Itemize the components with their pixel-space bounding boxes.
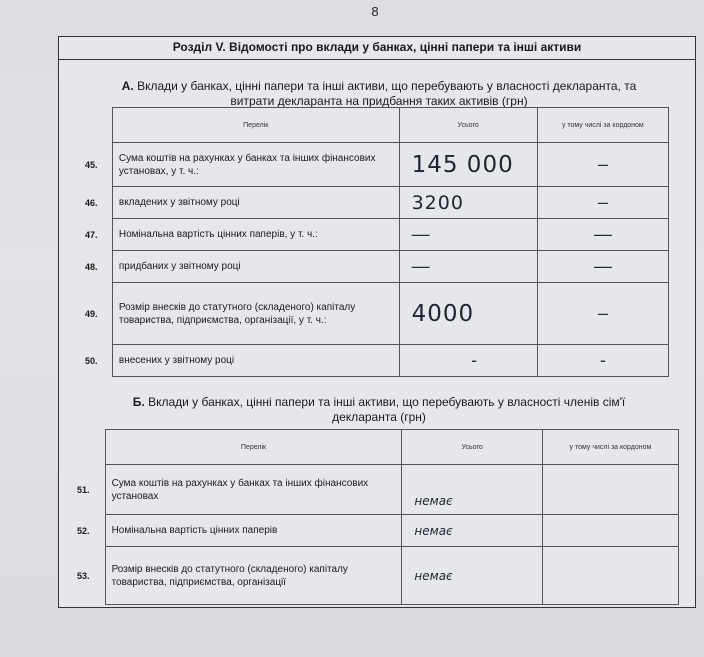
- part-a-heading: [119, 79, 639, 109]
- row-label: Сума коштів на рахунках у банках та інших фінансових установах, у т. ч.:: [112, 143, 399, 187]
- row-label: придбаних у звітному році: [112, 251, 399, 283]
- row-abroad: -: [537, 345, 668, 377]
- header-abroad: у тому числі за кордоном: [537, 108, 668, 143]
- row-label: Сума коштів на рахунках у банках та інших фінансових установах: [105, 465, 402, 515]
- table-row: [83, 345, 669, 377]
- row-abroad: –: [537, 283, 668, 345]
- part-a-letter: А.: [121, 79, 134, 93]
- row-total: 3200: [399, 187, 537, 219]
- row-abroad: –: [537, 143, 668, 187]
- part-b-title: Вклади у банках, цінні папери та інші активи, що перебувають у власності членів сім'ї декларанта (грн): [148, 395, 626, 424]
- part-b-heading: [99, 395, 659, 425]
- row-number: 51.: [75, 465, 105, 515]
- row-total: —: [399, 219, 537, 251]
- table-row: [83, 143, 669, 187]
- table-row: [83, 283, 669, 345]
- header-list: Перелік: [112, 108, 399, 143]
- row-total: немає: [402, 547, 542, 605]
- row-total: —: [399, 251, 537, 283]
- row-total: немає: [402, 515, 542, 547]
- row-label: внесених у звітному році: [112, 345, 399, 377]
- row-abroad: [542, 465, 678, 515]
- section-title: Розділ V. Відомості про вклади у банках, цінні папери та інші активи: [172, 40, 582, 54]
- row-abroad: [542, 515, 678, 547]
- row-number: 53.: [75, 547, 105, 605]
- row-total: немає: [402, 465, 542, 515]
- part-b-table: [75, 429, 679, 605]
- row-total: 145 000: [399, 143, 537, 187]
- table-row: [83, 219, 669, 251]
- table-row: [75, 515, 679, 547]
- row-label: Номінальна вартість цінних паперів: [105, 515, 402, 547]
- row-abroad: [542, 547, 678, 605]
- part-a-table: [83, 107, 669, 377]
- row-abroad: —: [537, 251, 668, 283]
- header-total: Усього: [399, 108, 537, 143]
- header-total: Усього: [402, 430, 542, 465]
- table-row: [83, 187, 669, 219]
- row-total: 4000: [399, 283, 537, 345]
- row-number: 50.: [83, 345, 112, 377]
- row-abroad: —: [537, 219, 668, 251]
- declaration-form-section: [58, 36, 696, 608]
- row-number: 48.: [83, 251, 112, 283]
- table-header-row: [83, 108, 669, 143]
- part-a-title: Вклади у банках, цінні папери та інші активи, що перебувають у власності декларанта, та витрати декларанта на придбання таких активів (грн): [137, 79, 637, 108]
- row-number: 45.: [83, 143, 112, 187]
- row-label: вкладених у звітному році: [112, 187, 399, 219]
- row-label: Номінальна вартість цінних паперів, у т. ч.:: [112, 219, 399, 251]
- table-row: [75, 465, 679, 515]
- part-b-letter: Б.: [132, 395, 145, 409]
- row-number: 46.: [83, 187, 112, 219]
- row-total: -: [399, 345, 537, 377]
- row-label: Розмір внесків до статутного (складеного) капіталу товариства, підприємства, організації: [105, 547, 402, 605]
- section-divider: [59, 59, 695, 60]
- row-label: Розмір внесків до статутного (складеного) капіталу товариства, підприємства, організації, у т. ч.:: [112, 283, 399, 345]
- table-header-row: [75, 430, 679, 465]
- row-abroad: –: [537, 187, 668, 219]
- page-number: 8: [371, 4, 379, 19]
- row-number: 47.: [83, 219, 112, 251]
- header-list: Перелік: [105, 430, 402, 465]
- row-number: 52.: [75, 515, 105, 547]
- row-number: 49.: [83, 283, 112, 345]
- header-abroad: у тому числі за кордоном: [542, 430, 678, 465]
- table-row: [75, 547, 679, 605]
- table-row: [83, 251, 669, 283]
